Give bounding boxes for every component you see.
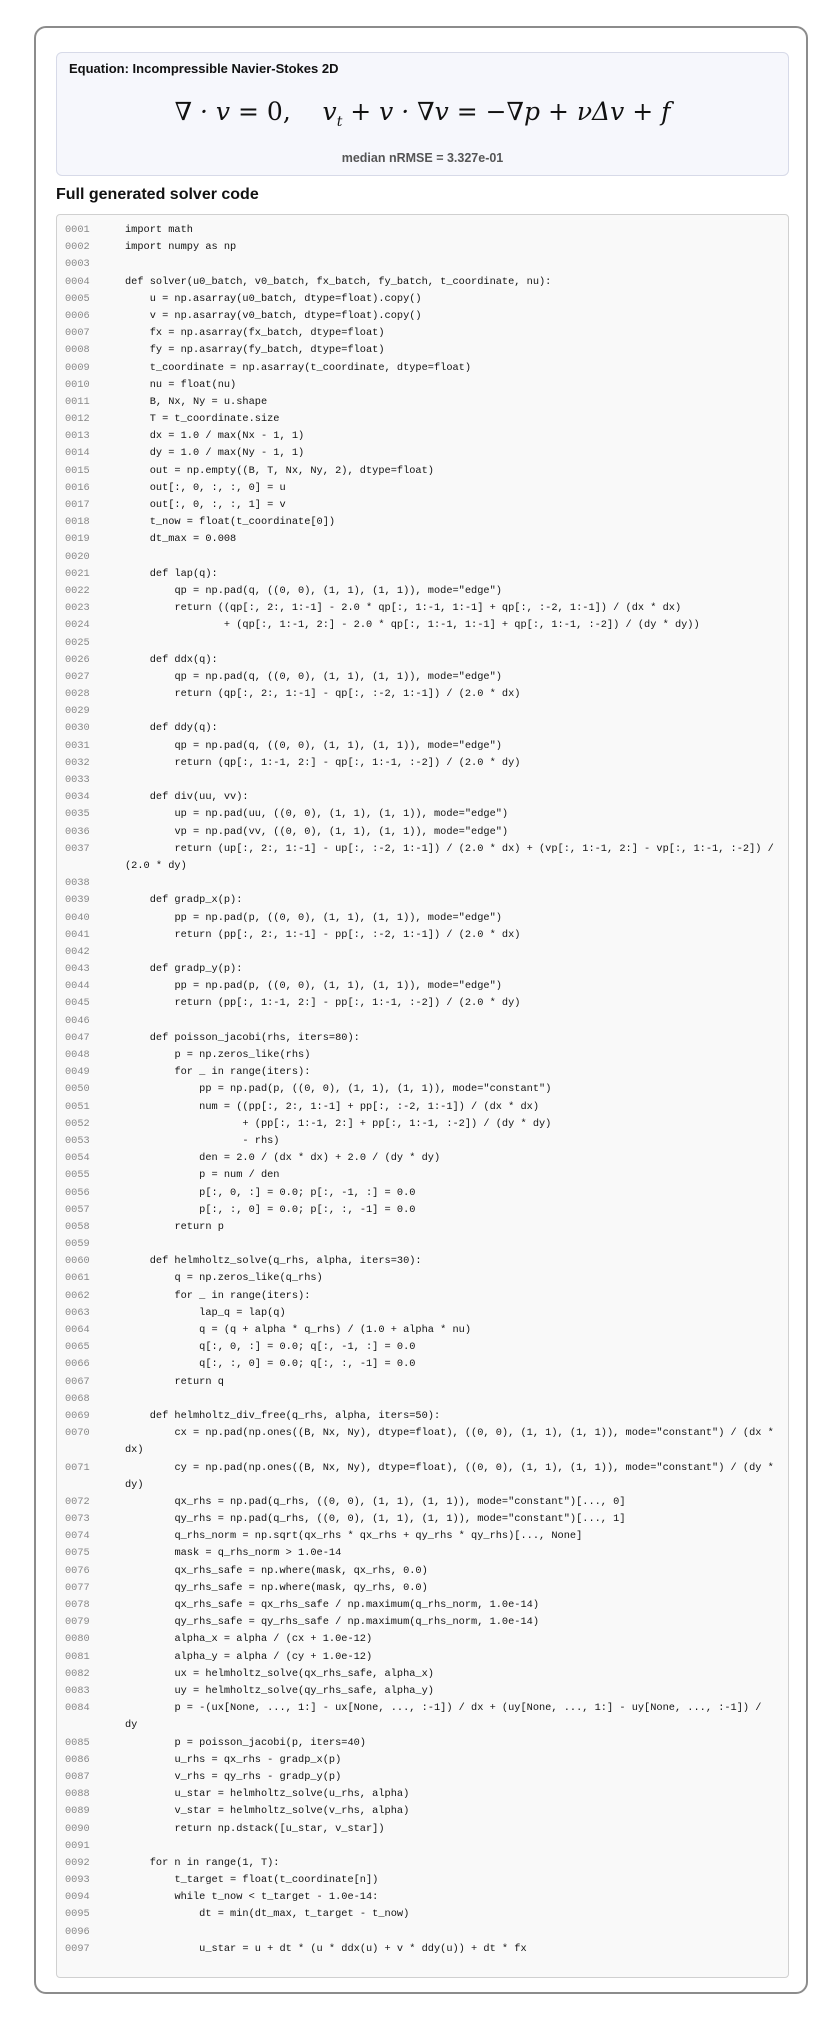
line-text: for _ in range(iters): — [125, 1066, 311, 1079]
code-line — [57, 1047, 788, 1064]
code-line — [57, 549, 788, 566]
line-number: 0035 — [65, 808, 90, 821]
code-line — [57, 1202, 788, 1219]
line-number: 0022 — [65, 584, 90, 597]
code-line — [57, 944, 788, 961]
code-line — [57, 1631, 788, 1648]
line-number: 0026 — [65, 653, 90, 666]
line-text: import numpy as np — [125, 241, 237, 254]
line-number: 0085 — [65, 1736, 90, 1749]
code-line — [57, 1683, 788, 1700]
code-line — [57, 1889, 788, 1906]
line-number: 0086 — [65, 1753, 90, 1766]
line-text: fy = np.asarray(fy_batch, dtype=float) — [125, 344, 385, 357]
code-line — [57, 497, 788, 514]
code-line — [57, 1597, 788, 1614]
code-line — [57, 1150, 788, 1167]
code-line — [57, 1356, 788, 1373]
line-text: q = np.zeros_like(q_rhs) — [125, 1272, 323, 1285]
line-text: qy_rhs_safe = qy_rhs_safe / np.maximum(q_rhs_norm, 1.0e-14) — [125, 1616, 540, 1629]
code-line — [57, 824, 788, 841]
code-line — [57, 1425, 788, 1459]
line-number: 0018 — [65, 516, 90, 529]
code-line — [57, 1614, 788, 1631]
code-line — [57, 1769, 788, 1786]
line-text: v_rhs = qy_rhs - gradp_y(p) — [125, 1770, 342, 1783]
line-number: 0060 — [65, 1255, 90, 1268]
code-line — [57, 445, 788, 462]
line-text: u = np.asarray(u0_batch, dtype=float).copy() — [125, 292, 422, 305]
line-text: + (qp[:, 1:-1, 2:] - 2.0 * qp[:, 1:-1, 1:-1] + qp[:, 1:-1, :-2]) / (dy * dy)) — [125, 619, 700, 632]
line-number: 0071 — [65, 1461, 90, 1474]
line-number: 0054 — [65, 1152, 90, 1165]
line-text: return p — [125, 1220, 224, 1233]
code-line — [57, 1735, 788, 1752]
code-line — [57, 377, 788, 394]
line-text: def gradp_x(p): — [125, 894, 243, 907]
code-line — [57, 274, 788, 291]
line-number: 0065 — [65, 1341, 90, 1354]
code-line — [57, 239, 788, 256]
line-number: 0063 — [65, 1306, 90, 1319]
line-number: 0069 — [65, 1409, 90, 1422]
line-text: B, Nx, Ny = u.shape — [125, 395, 268, 408]
line-number: 0083 — [65, 1684, 90, 1697]
line-text: pp = np.pad(p, ((0, 0), (1, 1), (1, 1)), mode="edge") — [125, 911, 502, 924]
line-text: qx_rhs_safe = qx_rhs_safe / np.maximum(q_rhs_norm, 1.0e-14) — [125, 1599, 540, 1612]
line-text: mask = q_rhs_norm > 1.0e-14 — [125, 1547, 342, 1560]
code-line — [57, 600, 788, 617]
line-text: v_star = helmholtz_solve(v_rhs, alpha) — [125, 1805, 410, 1818]
code-line — [57, 342, 788, 359]
line-number: 0077 — [65, 1581, 90, 1594]
line-number: 0093 — [65, 1874, 90, 1887]
line-text: alpha_y = alpha / (cy + 1.0e-12) — [125, 1650, 373, 1663]
code-line — [57, 1545, 788, 1562]
code-line — [57, 635, 788, 652]
line-text: p[:, 0, :] = 0.0; p[:, -1, :] = 0.0 — [125, 1186, 416, 1199]
code-line — [57, 720, 788, 737]
code-line — [57, 1185, 788, 1202]
code-line — [57, 428, 788, 445]
line-number: 0002 — [65, 241, 90, 254]
line-text: lap_q = lap(q) — [125, 1306, 286, 1319]
line-number: 0057 — [65, 1203, 90, 1216]
code-line — [57, 1666, 788, 1683]
code-line — [57, 841, 788, 875]
code-line — [57, 1099, 788, 1116]
line-text: out[:, 0, :, :, 0] = u — [125, 481, 286, 494]
section-title: Full generated solver code — [56, 186, 259, 203]
line-number: 0043 — [65, 963, 90, 976]
code-line — [57, 995, 788, 1012]
line-text: def ddx(q): — [125, 653, 218, 666]
code-line — [57, 1064, 788, 1081]
equation-formula: ∇ · v = 0, $v_t + v \cdot \nabla v = -\nabla p + \nu\Delta v + f$ — [174, 97, 671, 130]
code-line — [57, 927, 788, 944]
code-line — [57, 1786, 788, 1803]
code-line — [57, 978, 788, 995]
code-line — [57, 360, 788, 377]
line-number: 0066 — [65, 1358, 90, 1371]
line-number: 0031 — [65, 739, 90, 752]
line-text: - rhs) — [125, 1134, 280, 1147]
line-text: den = 2.0 / (dx * dx) + 2.0 / (dy * dy) — [125, 1152, 441, 1165]
line-number: 0036 — [65, 825, 90, 838]
line-number: 0025 — [65, 636, 90, 649]
line-text: out[:, 0, :, :, 1] = v — [125, 499, 286, 511]
code-line — [57, 789, 788, 806]
code-line — [57, 531, 788, 548]
line-number: 0039 — [65, 894, 90, 907]
line-number: 0080 — [65, 1633, 90, 1646]
code-line — [57, 514, 788, 531]
line-number: 0049 — [65, 1066, 90, 1079]
line-number: 0097 — [65, 1942, 90, 1955]
line-text: qy_rhs = np.pad(q_rhs, ((0, 0), (1, 1), (1, 1)), mode="constant")[..., 1] — [125, 1513, 626, 1526]
line-number: 0038 — [65, 877, 90, 890]
code-line — [57, 1408, 788, 1425]
code-line — [57, 1752, 788, 1769]
line-number: 0046 — [65, 1014, 90, 1027]
line-text: qp = np.pad(q, ((0, 0), (1, 1), (1, 1)), mode="edge") — [125, 584, 502, 597]
line-text: def div(uu, vv): — [125, 791, 249, 804]
line-number: 0005 — [65, 292, 90, 305]
line-number: 0017 — [65, 499, 90, 511]
code-line — [57, 566, 788, 583]
code-line — [57, 806, 788, 823]
line-number: 0020 — [65, 550, 90, 563]
line-text: qp = np.pad(q, ((0, 0), (1, 1), (1, 1)), mode="edge") — [125, 739, 502, 752]
code-line — [57, 1511, 788, 1528]
code-line — [57, 1167, 788, 1184]
line-number: 0081 — [65, 1650, 90, 1663]
code-line — [57, 1305, 788, 1322]
line-text: qy_rhs_safe = np.where(mask, qy_rhs, 0.0) — [125, 1581, 428, 1594]
line-number: 0042 — [65, 945, 90, 958]
line-text: return ((qp[:, 2:, 1:-1] - 2.0 * qp[:, 1:-1, 1:-1] + qp[:, :-2, 1:-1]) / (dx * dx) — [125, 602, 682, 615]
line-number: 0074 — [65, 1530, 90, 1543]
line-number: 0087 — [65, 1770, 90, 1783]
line-number: 0067 — [65, 1375, 90, 1388]
code-line — [57, 1081, 788, 1098]
code-lines — [57, 222, 788, 1958]
code-line — [57, 686, 788, 703]
line-text: import math — [125, 224, 193, 236]
line-text: ux = helmholtz_solve(qx_rhs_safe, alpha_x) — [125, 1667, 434, 1680]
line-text: def helmholtz_div_free(q_rhs, alpha, iters=50): — [125, 1409, 441, 1422]
line-number: 0040 — [65, 911, 90, 924]
code-line — [57, 325, 788, 342]
line-text: dx = 1.0 / max(Nx - 1, 1) — [125, 430, 305, 443]
line-number: 0058 — [65, 1220, 90, 1233]
code-line — [57, 1563, 788, 1580]
line-number: 0055 — [65, 1169, 90, 1182]
report-card — [34, 26, 808, 1994]
line-text: p = num / den — [125, 1169, 280, 1182]
line-number: 0033 — [65, 774, 90, 786]
line-text: p = np.zeros_like(rhs) — [125, 1049, 311, 1062]
line-number: 0029 — [65, 705, 90, 718]
line-text: def solver(u0_batch, v0_batch, fx_batch, fy_batch, t_coordinate, nu): — [125, 275, 552, 288]
line-text: p = poisson_jacobi(p, iters=40) — [125, 1736, 366, 1749]
line-text: p[:, :, 0] = 0.0; p[:, :, -1] = 0.0 — [125, 1203, 416, 1216]
equation-card — [56, 52, 789, 176]
line-text: dt_max = 0.008 — [125, 533, 237, 546]
line-number: 0030 — [65, 722, 90, 735]
line-number: 0037 — [65, 842, 90, 855]
code-line — [57, 1288, 788, 1305]
line-text: return (pp[:, 1:-1, 2:] - pp[:, 1:-1, :-2]) / (2.0 * dy) — [125, 997, 521, 1010]
code-line — [57, 755, 788, 772]
line-number: 0064 — [65, 1324, 90, 1337]
line-text: def ddy(q): — [125, 722, 218, 735]
line-number: 0094 — [65, 1891, 90, 1904]
code-line — [57, 1906, 788, 1923]
code-line — [57, 1855, 788, 1872]
line-text: while t_now < t_target - 1.0e-14: — [125, 1891, 379, 1904]
line-text: uy = helmholtz_solve(qy_rhs_safe, alpha_y) — [125, 1684, 434, 1697]
line-number: 0075 — [65, 1547, 90, 1560]
line-text: qx_rhs_safe = np.where(mask, qx_rhs, 0.0) — [125, 1564, 428, 1577]
line-text: return (up[:, 2:, 1:-1] - up[:, :-2, 1:-1]) / (2.0 * dx) + (vp[:, 1:-1, 2:] - vp[:, 1:-1, :-2]) / (2.0 * dy) — [125, 842, 781, 872]
line-text: q[:, 0, :] = 0.0; q[:, -1, :] = 0.0 — [125, 1341, 416, 1354]
code-line — [57, 1821, 788, 1838]
code-line — [57, 1133, 788, 1150]
code-line — [57, 222, 788, 239]
line-number: 0092 — [65, 1856, 90, 1869]
line-number: 0059 — [65, 1238, 90, 1251]
code-line — [57, 480, 788, 497]
line-number: 0082 — [65, 1667, 90, 1680]
line-text: t_target = float(t_coordinate[n]) — [125, 1874, 379, 1887]
code-line — [57, 738, 788, 755]
line-text: vp = np.pad(vv, ((0, 0), (1, 1), (1, 1)), mode="edge") — [125, 825, 509, 838]
line-number: 0062 — [65, 1289, 90, 1302]
line-text: pp = np.pad(p, ((0, 0), (1, 1), (1, 1)), mode="constant") — [125, 1083, 552, 1096]
line-number: 0019 — [65, 533, 90, 546]
line-number: 0052 — [65, 1117, 90, 1130]
line-text: return (qp[:, 2:, 1:-1] - qp[:, :-2, 1:-1]) / (2.0 * dx) — [125, 688, 521, 701]
line-number: 0050 — [65, 1083, 90, 1096]
line-number: 0053 — [65, 1134, 90, 1147]
line-text: def gradp_y(p): — [125, 963, 243, 976]
line-number: 0095 — [65, 1908, 90, 1921]
line-text: cx = np.pad(np.ones((B, Nx, Ny), dtype=float), ((0, 0), (1, 1), (1, 1)), mode="constant") / (dx * dx) — [125, 1427, 781, 1457]
line-text: qx_rhs = np.pad(q_rhs, ((0, 0), (1, 1), (1, 1)), mode="constant")[..., 0] — [125, 1495, 626, 1508]
line-number: 0032 — [65, 756, 90, 769]
code-line — [57, 1528, 788, 1545]
code-line — [57, 1116, 788, 1133]
line-number: 0084 — [65, 1702, 90, 1715]
code-line — [57, 1872, 788, 1889]
line-number: 0070 — [65, 1427, 90, 1440]
code-block — [56, 214, 789, 1978]
line-number: 0041 — [65, 928, 90, 941]
line-number: 0013 — [65, 430, 90, 443]
median-nrmse: median nRMSE = 3.327e-01 — [341, 151, 504, 165]
line-number: 0016 — [65, 481, 90, 494]
line-number: 0007 — [65, 327, 90, 340]
line-number: 0006 — [65, 309, 90, 322]
code-line — [57, 1460, 788, 1494]
line-number: 0024 — [65, 619, 90, 632]
code-line — [57, 1253, 788, 1270]
line-text: up = np.pad(uu, ((0, 0), (1, 1), (1, 1)), mode="edge") — [125, 808, 509, 821]
line-text: def lap(q): — [125, 567, 218, 580]
line-text: q = (q + alpha * q_rhs) / (1.0 + alpha * nu) — [125, 1324, 472, 1337]
line-text: t_coordinate = np.asarray(t_coordinate, dtype=float) — [125, 361, 472, 374]
code-line — [57, 1030, 788, 1047]
line-text: fx = np.asarray(fx_batch, dtype=float) — [125, 327, 385, 340]
code-line — [57, 1924, 788, 1941]
line-number: 0027 — [65, 670, 90, 683]
code-line — [57, 1270, 788, 1287]
line-text: dy = 1.0 / max(Ny - 1, 1) — [125, 447, 305, 460]
line-number: 0008 — [65, 344, 90, 357]
line-number: 0088 — [65, 1788, 90, 1801]
line-text: qp = np.pad(q, ((0, 0), (1, 1), (1, 1)), mode="edge") — [125, 670, 502, 683]
line-number: 0048 — [65, 1049, 90, 1062]
line-number: 0004 — [65, 275, 90, 288]
line-number: 0073 — [65, 1513, 90, 1526]
line-number: 0045 — [65, 997, 90, 1010]
code-line — [57, 1803, 788, 1820]
line-number: 0090 — [65, 1822, 90, 1835]
line-text: pp = np.pad(p, ((0, 0), (1, 1), (1, 1)), mode="edge") — [125, 980, 502, 993]
code-line — [57, 1580, 788, 1597]
line-number: 0028 — [65, 688, 90, 701]
line-number: 0096 — [65, 1925, 90, 1938]
line-number: 0072 — [65, 1495, 90, 1508]
line-number: 0044 — [65, 980, 90, 993]
line-number: 0034 — [65, 791, 90, 804]
code-line — [57, 411, 788, 428]
code-line — [57, 961, 788, 978]
line-number: 0015 — [65, 464, 90, 477]
line-text: q[:, :, 0] = 0.0; q[:, :, -1] = 0.0 — [125, 1358, 416, 1371]
line-text: for n in range(1, T): — [125, 1856, 280, 1869]
line-text: return (qp[:, 1:-1, 2:] - qp[:, 1:-1, :-2]) / (2.0 * dy) — [125, 756, 521, 769]
code-line — [57, 772, 788, 789]
line-text: v = np.asarray(v0_batch, dtype=float).copy() — [125, 309, 422, 322]
line-number: 0051 — [65, 1100, 90, 1113]
line-text: num = ((pp[:, 2:, 1:-1] + pp[:, :-2, 1:-1]) / (dx * dx) — [125, 1100, 540, 1113]
line-number: 0056 — [65, 1186, 90, 1199]
code-line — [57, 1941, 788, 1958]
line-number: 0068 — [65, 1392, 90, 1405]
code-line — [57, 583, 788, 600]
line-number: 0078 — [65, 1599, 90, 1612]
line-text: return q — [125, 1375, 224, 1388]
line-text: alpha_x = alpha / (cx + 1.0e-12) — [125, 1633, 373, 1646]
line-number: 0014 — [65, 447, 90, 460]
line-text: p = -(ux[None, ..., 1:] - ux[None, ..., :-1]) / dx + (uy[None, ..., 1:] - uy[None, ..., :-1]) / dy — [125, 1702, 768, 1732]
code-line — [57, 1219, 788, 1236]
line-text: q_rhs_norm = np.sqrt(qx_rhs * qx_rhs + qy_rhs * qy_rhs)[..., None] — [125, 1530, 583, 1543]
line-text: t_now = float(t_coordinate[0]) — [125, 516, 336, 529]
code-line — [57, 1494, 788, 1511]
code-line — [57, 892, 788, 909]
line-text: def helmholtz_solve(q_rhs, alpha, iters=30): — [125, 1255, 422, 1268]
code-line — [57, 1013, 788, 1030]
code-line — [57, 1649, 788, 1666]
code-line — [57, 1322, 788, 1339]
line-number: 0009 — [65, 361, 90, 374]
line-number: 0021 — [65, 567, 90, 580]
line-number: 0089 — [65, 1805, 90, 1818]
line-number: 0079 — [65, 1616, 90, 1629]
code-line — [57, 1700, 788, 1734]
line-text: def poisson_jacobi(rhs, iters=80): — [125, 1031, 360, 1044]
line-text: return (pp[:, 2:, 1:-1] - pp[:, :-2, 1:-1]) / (2.0 * dx) — [125, 928, 521, 941]
line-number: 0003 — [65, 258, 90, 271]
code-line — [57, 1374, 788, 1391]
line-number: 0023 — [65, 602, 90, 615]
line-text: u_star = u + dt * (u * ddx(u) + v * ddy(u)) + dt * fx — [125, 1942, 527, 1955]
line-text: u_rhs = qx_rhs - gradp_x(p) — [125, 1753, 342, 1766]
line-text: return np.dstack([u_star, v_star]) — [125, 1822, 385, 1835]
code-line — [57, 910, 788, 927]
line-text: T = t_coordinate.size — [125, 413, 280, 426]
code-line — [57, 669, 788, 686]
line-text: nu = float(nu) — [125, 378, 237, 391]
code-line — [57, 617, 788, 634]
code-line — [57, 1838, 788, 1855]
code-line — [57, 394, 788, 411]
equation-title: Equation: Incompressible Navier-Stokes 2D — [69, 61, 339, 76]
code-line — [57, 308, 788, 325]
line-number: 0047 — [65, 1031, 90, 1044]
code-line — [57, 652, 788, 669]
line-text: out = np.empty((B, T, Nx, Ny, 2), dtype=float) — [125, 464, 434, 477]
code-line — [57, 1236, 788, 1253]
line-number: 0061 — [65, 1272, 90, 1285]
line-number: 0076 — [65, 1564, 90, 1577]
line-text: + (pp[:, 1:-1, 2:] + pp[:, 1:-1, :-2]) / (dy * dy) — [125, 1117, 552, 1130]
code-line — [57, 256, 788, 273]
line-number: 0010 — [65, 378, 90, 391]
line-text: dt = min(dt_max, t_target - t_now) — [125, 1908, 410, 1921]
code-line — [57, 463, 788, 480]
code-line — [57, 703, 788, 720]
code-line — [57, 291, 788, 308]
line-text: u_star = helmholtz_solve(u_rhs, alpha) — [125, 1788, 410, 1801]
line-number: 0091 — [65, 1839, 90, 1852]
line-text: cy = np.pad(np.ones((B, Nx, Ny), dtype=float), ((0, 0), (1, 1), (1, 1)), mode="constant") / (dy * dy) — [125, 1461, 781, 1491]
code-line — [57, 1391, 788, 1408]
line-number: 0011 — [65, 395, 90, 408]
line-number: 0001 — [65, 224, 90, 236]
code-line — [57, 875, 788, 892]
code-line — [57, 1339, 788, 1356]
line-number: 0012 — [65, 413, 90, 426]
line-text: for _ in range(iters): — [125, 1289, 311, 1302]
